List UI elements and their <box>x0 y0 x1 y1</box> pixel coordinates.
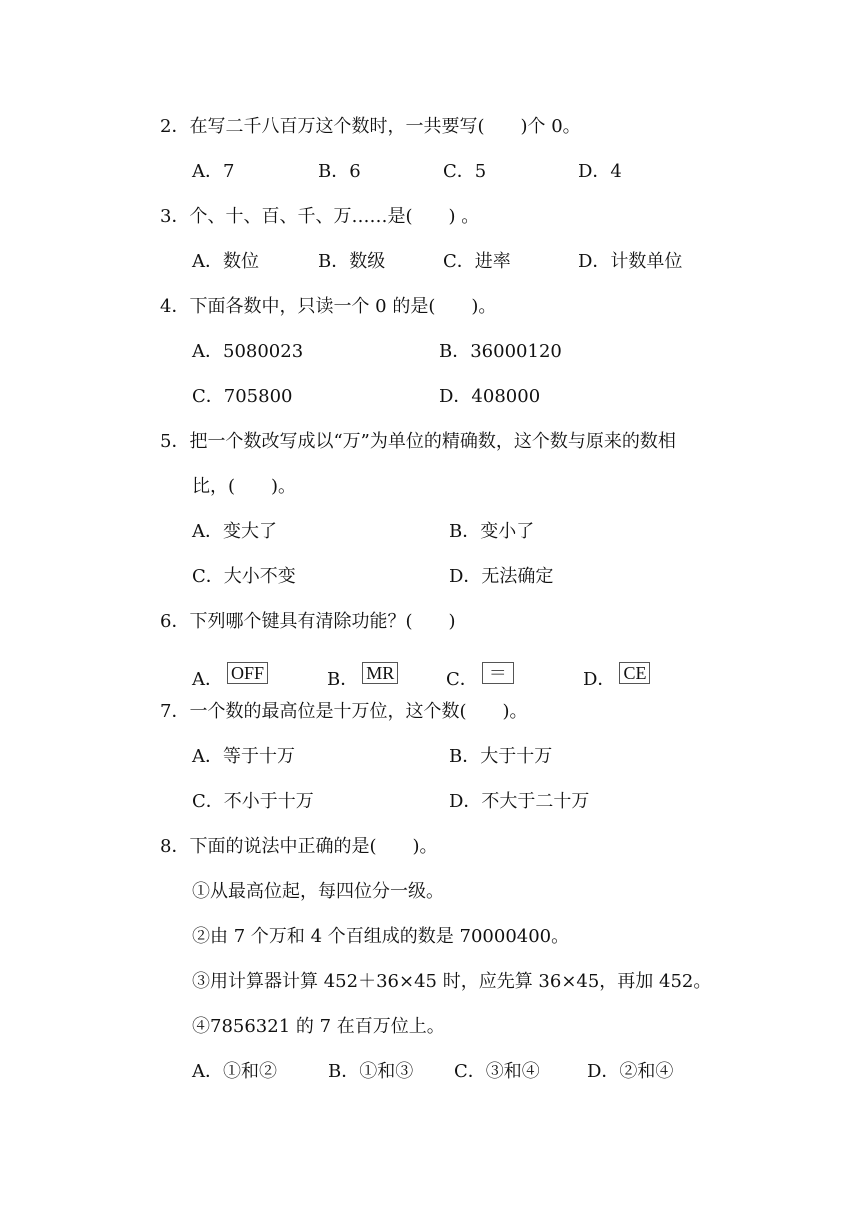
q4-option-c[interactable]: C．705800 <box>192 386 293 407</box>
q5-option-b[interactable]: B．变小了 <box>449 521 535 542</box>
q2-option-b[interactable]: B．6 <box>318 161 361 182</box>
q3-option-b[interactable]: B．数级 <box>318 251 386 272</box>
q3-option-a[interactable]: A．数位 <box>192 251 259 272</box>
q4-option-d[interactable]: D．408000 <box>439 386 541 407</box>
ce-key-icon: CE <box>619 662 650 684</box>
q8-statement-4: ④7856321 的 7 在百万位上。 <box>192 1016 445 1037</box>
q5-stem-line2: 比，( )。 <box>192 476 297 497</box>
q8-stem: 8．下面的说法中正确的是( )。 <box>160 836 438 857</box>
q8-option-c[interactable]: C．③和④ <box>454 1061 540 1082</box>
q8-option-b[interactable]: B．①和③ <box>328 1061 414 1082</box>
equals-key-icon: ＝ <box>482 662 514 684</box>
q4-option-a[interactable]: A．5080023 <box>192 341 304 362</box>
q6-option-b-label: B． <box>327 669 359 690</box>
q5-option-c[interactable]: C．大小不变 <box>192 566 296 587</box>
q7-option-c[interactable]: C．不小于十万 <box>192 791 314 812</box>
q4-stem: 4．下面各数中，只读一个 0 的是( )。 <box>160 296 497 317</box>
off-key-icon: OFF <box>227 662 268 684</box>
q6-option-d[interactable] <box>583 662 650 692</box>
q4-option-b[interactable]: B．36000120 <box>439 341 562 362</box>
q8-option-a[interactable]: A．①和② <box>192 1061 277 1082</box>
q6-option-d-label: D． <box>583 669 616 690</box>
q8-statement-3: ③用计算器计算 452＋36×45 时，应先算 36×45，再加 452。 <box>192 971 712 992</box>
q2-stem: 2．在写二千八百万这个数时，一共要写( )个 0。 <box>160 116 581 137</box>
q6-option-b[interactable] <box>327 662 398 692</box>
q7-option-d[interactable]: D．不大于二十万 <box>449 791 590 812</box>
q7-option-b[interactable]: B．大于十万 <box>449 746 553 767</box>
q3-option-d[interactable]: D．计数单位 <box>578 251 683 272</box>
q8-option-d[interactable]: D．②和④ <box>587 1061 674 1082</box>
q6-option-a[interactable] <box>192 662 268 692</box>
q2-option-a[interactable]: A．7 <box>192 161 235 182</box>
q5-option-d[interactable]: D．无法确定 <box>449 566 554 587</box>
q6-option-a-label: A． <box>192 669 223 690</box>
q3-stem: 3．个、十、百、千、万……是( ) 。 <box>160 206 480 227</box>
mr-key-icon: MR <box>362 662 398 684</box>
q2-option-d[interactable]: D．4 <box>578 161 622 182</box>
q7-option-a[interactable]: A．等于十万 <box>192 746 295 767</box>
q8-statement-1: ①从最高位起，每四位分一级。 <box>192 881 444 902</box>
q7-stem: 7．一个数的最高位是十万位，这个数( )。 <box>160 701 528 722</box>
q5-stem-line1: 5．把一个数改写成以“万”为单位的精确数，这个数与原来的数相 <box>160 431 676 452</box>
q8-statement-2: ②由 7 个万和 4 个百组成的数是 70000400。 <box>192 926 570 947</box>
q2-option-c[interactable]: C．5 <box>443 161 487 182</box>
q3-option-c[interactable]: C．进率 <box>443 251 511 272</box>
q6-stem: 6．下列哪个键具有清除功能？( ) <box>160 611 456 632</box>
q5-option-a[interactable]: A．变大了 <box>192 521 277 542</box>
q6-option-c[interactable] <box>446 662 514 692</box>
q6-option-c-label: C． <box>446 669 478 690</box>
